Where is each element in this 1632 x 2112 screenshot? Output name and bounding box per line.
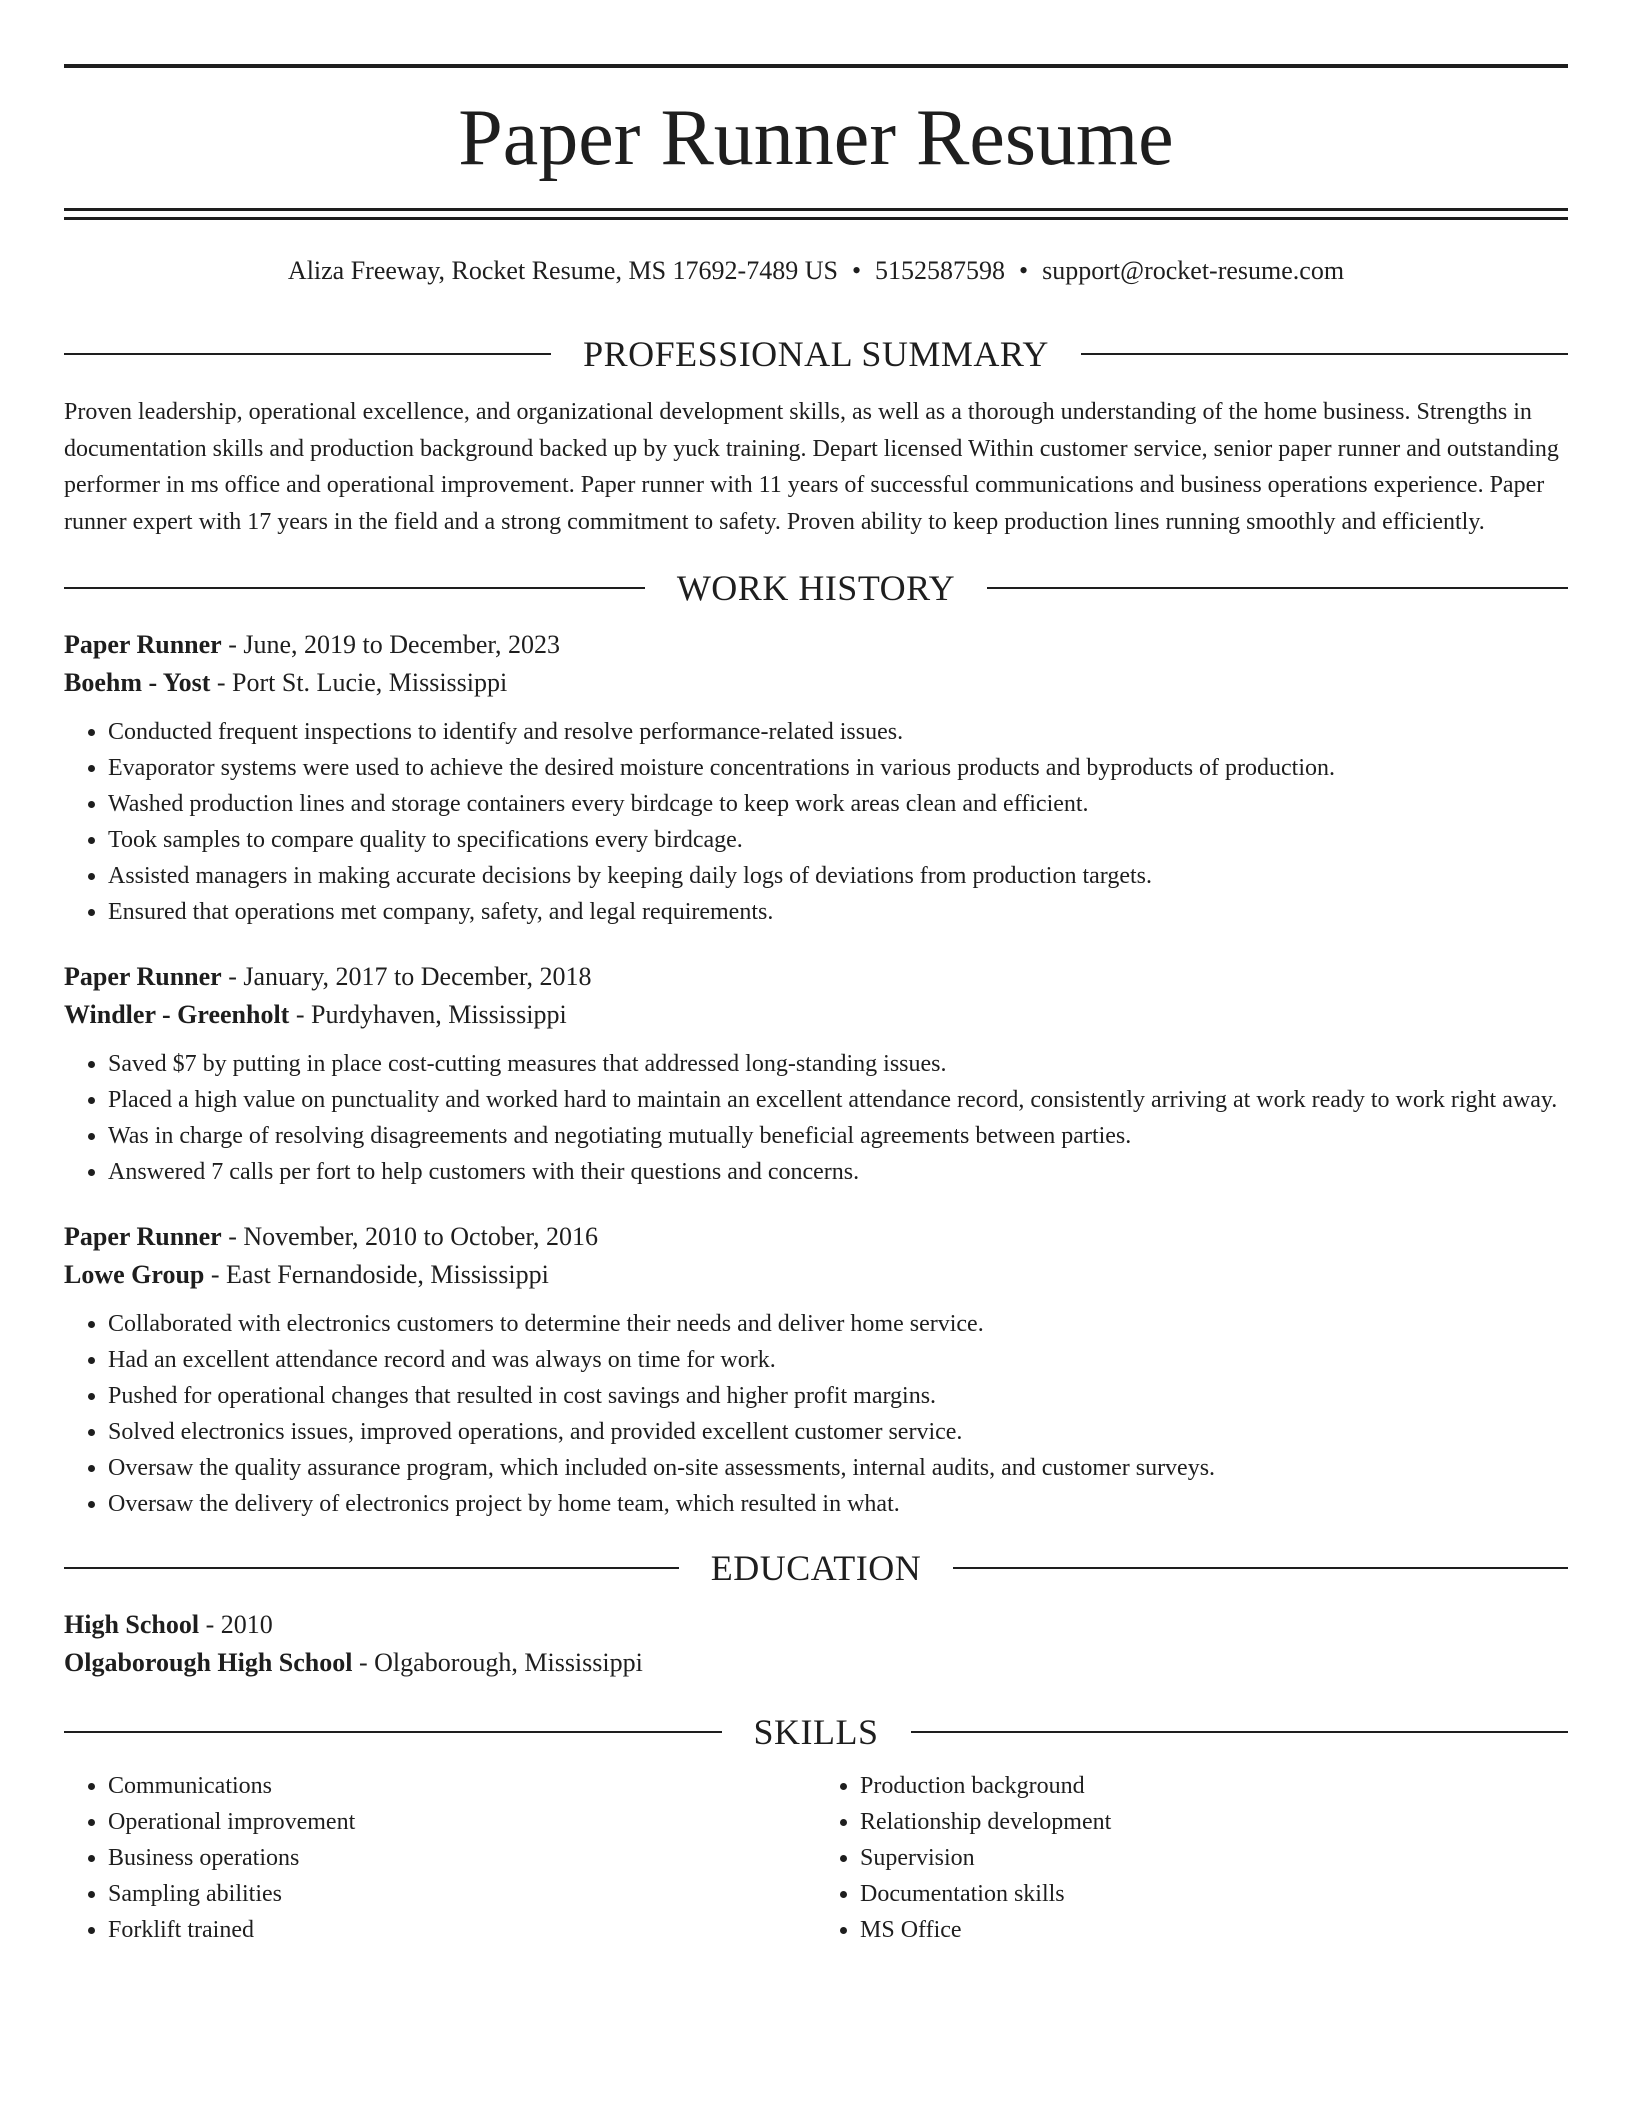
list-item: • MS Office [860, 1912, 1568, 1948]
section-header-work-history [64, 560, 1568, 616]
contact-email: support@rocket-resume.com [1042, 256, 1345, 285]
list-item: • Communications [108, 1768, 816, 1804]
section-rule [953, 1567, 1568, 1569]
section-rule [64, 353, 551, 355]
skills-list [64, 1768, 1568, 1948]
list-item: • Business operations [108, 1840, 816, 1876]
top-rule [64, 64, 1568, 68]
list-item: • Forklift trained [108, 1912, 816, 1948]
summary-text: Proven leadership, operational excellence, and organizational development skills, as well as a thorough understanding of the home business. Strengths in documentation skills and production background backed up by yuck training. Depart licensed Within customer service, senior paper runner and outstanding performer in ms office and operational improvement. Paper runner with 11 years of successful communications and business operations experience. Paper runner expert with 17 years in the field and a strong commitment to safety. Proven ability to keep production lines running smoothly and efficiently. [64, 399, 1559, 535]
job-title-line [64, 958, 1568, 996]
spacer [64, 1522, 1568, 1540]
list-item: • Had an excellent attendance record and was always on time for work. [108, 1342, 1568, 1378]
job-bullets [64, 714, 1568, 930]
job-company: Boehm - Yost [64, 668, 211, 697]
skills-column-left [64, 1768, 816, 1948]
job-dates: - November, 2010 to October, 2016 [221, 1222, 598, 1251]
education-entry [64, 1606, 1568, 1682]
section-title: PROFESSIONAL SUMMARY [583, 334, 1049, 374]
contact-separator: • [1019, 256, 1029, 285]
section-title: EDUCATION [710, 1548, 922, 1588]
section-rule [911, 1731, 1569, 1733]
list-item: • Evaporator systems were used to achieve the desired moisture concentrations in various products and byproducts of production. [108, 750, 1568, 786]
job-title-line [64, 626, 1568, 664]
job-title: Paper Runner [64, 1222, 222, 1251]
list-item: • Sampling abilities [108, 1876, 816, 1912]
list-item: • Was in charge of resolving disagreements and negotiating mutually beneficial agreements between parties. [108, 1118, 1568, 1154]
job-title: Paper Runner [64, 630, 222, 659]
resume-title: Paper Runner Resume [458, 94, 1174, 182]
job-entry [64, 1218, 1568, 1522]
list-item: • Answered 7 calls per fort to help customers with their questions and concerns. [108, 1154, 1568, 1190]
section-title: SKILLS [753, 1712, 879, 1752]
job-company-line [64, 996, 1568, 1034]
education-degree: High School [64, 1610, 200, 1639]
list-item: • Relationship development [860, 1804, 1568, 1840]
education-year: - 2010 [199, 1610, 273, 1639]
job-company: Lowe Group [64, 1260, 205, 1289]
list-item: • Assisted managers in making accurate decisions by keeping daily logs of deviations from production targets. [108, 858, 1568, 894]
list-item: • Production background [860, 1768, 1568, 1804]
skills-column-right [816, 1768, 1568, 1948]
list-item: • Pushed for operational changes that resulted in cost savings and higher profit margins. [108, 1378, 1568, 1414]
list-item: • Collaborated with electronics customers to determine their needs and deliver home service. [108, 1306, 1568, 1342]
list-item: • Placed a high value on punctuality and worked hard to maintain an excellent attendance record, consistently arriving at work ready to work right away. [108, 1082, 1568, 1118]
job-location: - Purdyhaven, Mississippi [289, 1000, 567, 1029]
list-item: • Took samples to compare quality to specifications every birdcage. [108, 822, 1568, 858]
list-item: • Solved electronics issues, improved operations, and provided excellent customer service. [108, 1414, 1568, 1450]
list-item: • Documentation skills [860, 1876, 1568, 1912]
job-entry [64, 626, 1568, 930]
contact-line [64, 254, 1568, 288]
resume-content [64, 326, 1568, 1948]
contact-separator: • [851, 256, 862, 285]
section-rule [987, 587, 1568, 589]
job-company-line [64, 1256, 1568, 1294]
list-item: • Oversaw the quality assurance program, which included on-site assessments, internal audits, and customer surveys. [108, 1450, 1568, 1486]
section-rule [64, 1567, 679, 1569]
education-school: Olgaborough High School [64, 1648, 353, 1677]
job-location: - Port St. Lucie, Mississippi [210, 668, 508, 697]
job-title-line [64, 1218, 1568, 1256]
section-rule [64, 1731, 722, 1733]
job-bullets [64, 1046, 1568, 1190]
education-location: - Olgaborough, Mississippi [352, 1648, 643, 1677]
job-entry [64, 958, 1568, 1190]
list-item: • Ensured that operations met company, safety, and legal requirements. [108, 894, 1568, 930]
job-company: Windler - Greenholt [64, 1000, 290, 1029]
job-dates: - June, 2019 to December, 2023 [221, 630, 561, 659]
education-school-line [64, 1644, 1568, 1682]
list-item: • Washed production lines and storage containers every birdcage to keep work areas clean and efficient. [108, 786, 1568, 822]
job-location: - East Fernandoside, Mississippi [204, 1260, 549, 1289]
job-company-line [64, 664, 1568, 702]
contact-phone: 5152587598 [875, 256, 1006, 285]
section-rule [1081, 353, 1568, 355]
job-dates: - January, 2017 to December, 2018 [221, 962, 592, 991]
section-title: WORK HISTORY [676, 568, 956, 608]
list-item: • Oversaw the delivery of electronics project by home team, which resulted in what. [108, 1486, 1568, 1522]
list-item: • Operational improvement [108, 1804, 816, 1840]
job-title: Paper Runner [64, 962, 222, 991]
list-item: • Saved $7 by putting in place cost-cutting measures that addressed long-standing issues. [108, 1046, 1568, 1082]
section-header-summary [64, 326, 1568, 382]
section-header-education [64, 1540, 1568, 1596]
list-item: • Conducted frequent inspections to identify and resolve performance-related issues. [108, 714, 1568, 750]
section-rule [64, 587, 645, 589]
contact-address: Aliza Freeway, Rocket Resume, MS 17692-7489 US [287, 256, 838, 285]
list-item: • Supervision [860, 1840, 1568, 1876]
section-header-skills [64, 1704, 1568, 1760]
education-degree-line [64, 1606, 1568, 1644]
job-bullets [64, 1306, 1568, 1522]
double-rule [64, 208, 1568, 220]
